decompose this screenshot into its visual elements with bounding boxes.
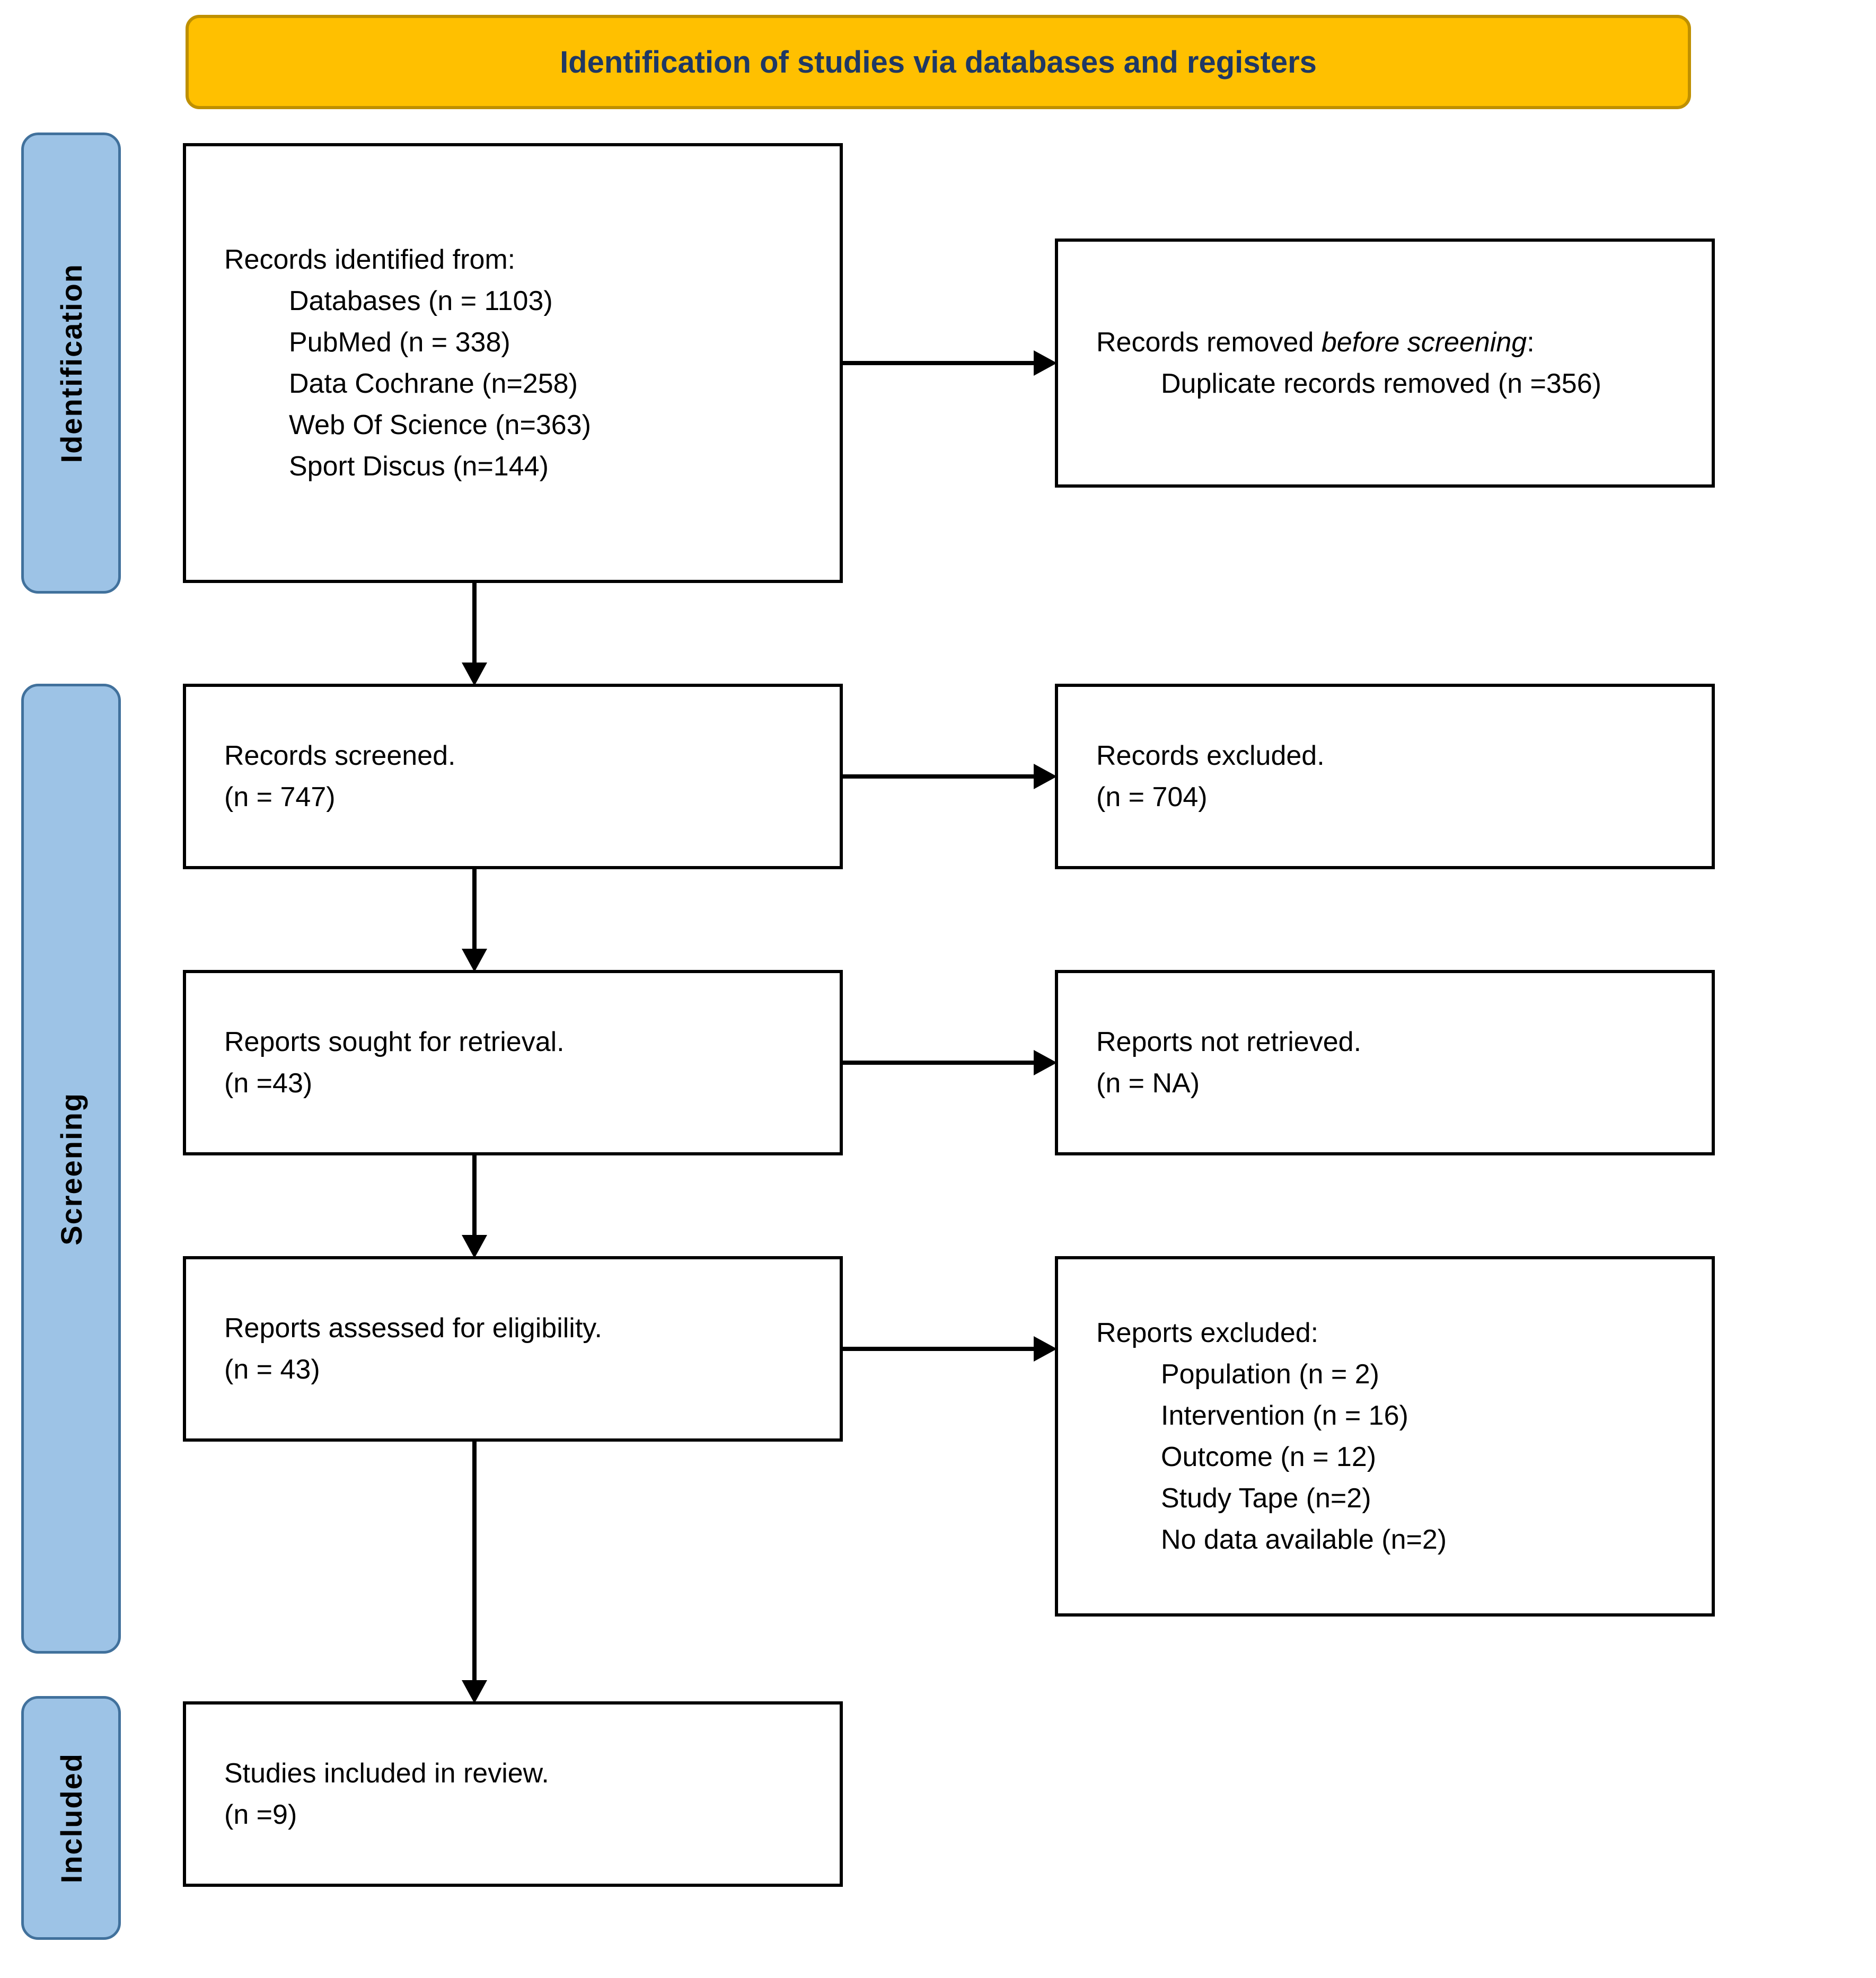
reports-not-retrieved-line1: Reports not retrieved. [1096,1027,1362,1057]
arrowhead-sought-to-assessed [462,1235,487,1258]
records-screened-line2: (n = 747) [224,782,336,813]
reports-excluded-item: Population (n = 2) [1161,1359,1379,1390]
box-records-screened [183,684,843,869]
records-identified-title: Records identified from: [224,244,516,275]
records-excluded-line1: Records excluded. [1096,740,1325,771]
reports-not-retrieved-line2: (n = NA) [1096,1068,1200,1099]
records-screened-line1: Records screened. [224,740,456,771]
stage-label-included-text: Included [54,1752,88,1884]
reports-excluded-item: Outcome (n = 12) [1161,1442,1377,1472]
box-records-identified [183,143,843,583]
records-identified-item: Sport Discus (n=144) [289,451,549,482]
reports-excluded-title: Reports excluded: [1096,1318,1319,1348]
records-identified-item: Databases (n = 1103) [289,286,553,316]
arrowhead-assessed-to-reports-excluded [1034,1336,1057,1362]
reports-assessed-line1: Reports assessed for eligibility. [224,1313,602,1344]
reports-excluded-item: No data available (n=2) [1161,1524,1447,1555]
records-removed-title [1096,322,1690,363]
studies-included-line1: Studies included in review. [224,1758,549,1789]
box-reports-not-retrieved [1055,970,1715,1155]
arrowhead-identified-to-removed [1034,350,1057,376]
diagram-title-banner [186,15,1691,109]
records-removed-title-suffix: : [1527,327,1535,358]
arrowhead-sought-to-not-retrieved [1034,1050,1057,1075]
records-identified-item: Data Cochrane (n=258) [289,368,578,399]
studies-included-line2: (n =9) [224,1799,297,1830]
arrowhead-assessed-to-included [462,1680,487,1703]
box-reports-excluded [1055,1256,1715,1617]
box-studies-included [183,1701,843,1887]
records-removed-title-prefix: Records removed [1096,327,1322,358]
box-reports-sought [183,970,843,1155]
arrowhead-identified-to-screened [462,663,487,686]
records-identified-item: PubMed (n = 338) [289,327,510,358]
reports-excluded-item: Study Tape (n=2) [1161,1483,1371,1514]
arrowhead-screened-to-sought [462,949,487,972]
arrowhead-screened-to-excluded [1034,764,1057,789]
reports-sought-line1: Reports sought for retrieval. [224,1027,565,1057]
box-records-removed [1055,239,1715,488]
stage-label-screening [21,684,121,1654]
reports-excluded-item: Intervention (n = 16) [1161,1400,1408,1431]
stage-label-included [21,1696,121,1940]
records-identified-item: Web Of Science (n=363) [289,410,591,440]
box-reports-assessed [183,1256,843,1442]
records-removed-title-italic: before screening [1321,327,1527,358]
reports-assessed-line2: (n = 43) [224,1354,320,1385]
reports-sought-line2: (n =43) [224,1068,313,1099]
box-records-excluded [1055,684,1715,869]
stage-label-identification [21,133,121,594]
stage-label-identification-text: Identification [54,263,88,463]
records-removed-item: Duplicate records removed (n =356) [1161,368,1601,399]
diagram-title: Identification of studies via databases and registers [560,45,1317,80]
stage-label-screening-text: Screening [54,1092,88,1246]
records-excluded-line2: (n = 704) [1096,782,1208,813]
